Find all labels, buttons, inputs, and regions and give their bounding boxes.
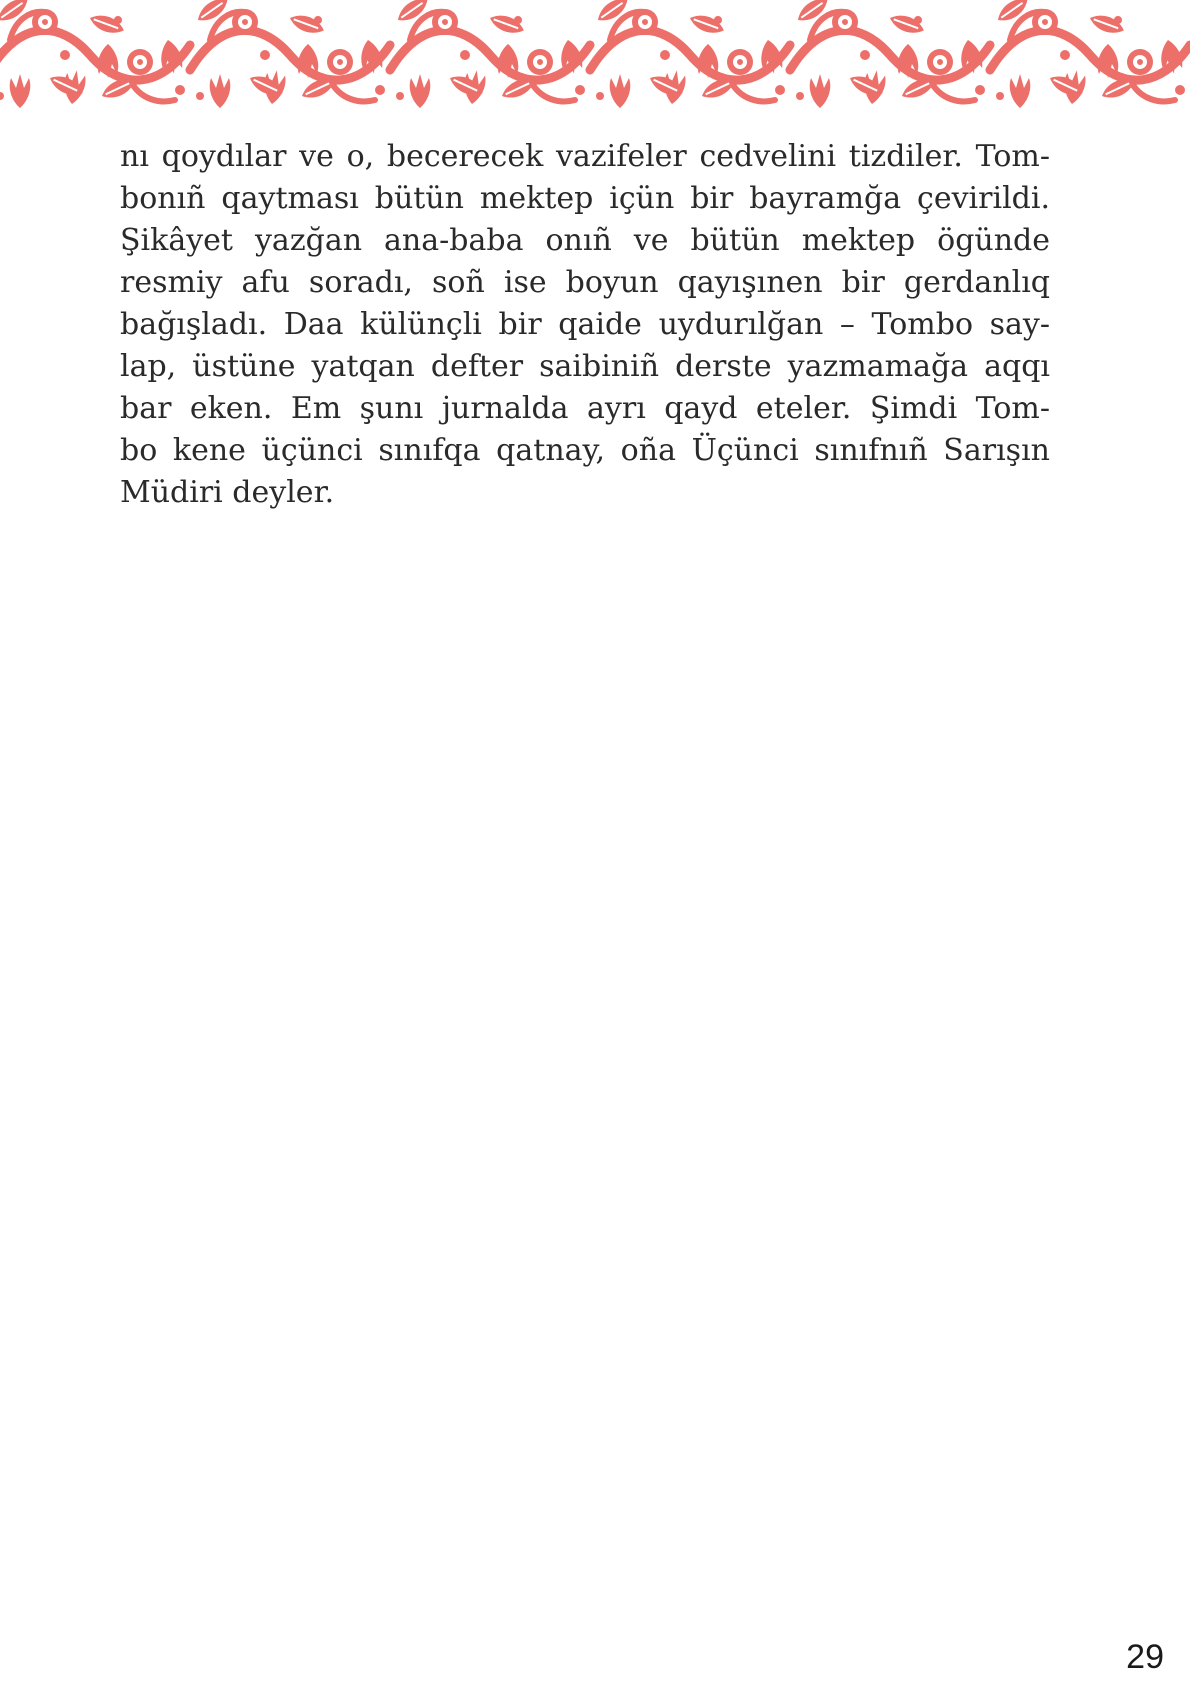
text-line: lap, üstüne yatqan defter saibiniñ derste yazmamağa aqqı: [120, 349, 1050, 384]
text-line: bo kene üçünci sınıfqa qatnay, oña Üçünci sınıfnıñ Sarışın: [120, 433, 1050, 468]
floral-vine-border-icon: [0, 0, 1190, 112]
text-line: bar eken. Em şunı jurnalda ayrı qayd eteler. Şimdi Tom-: [120, 391, 1050, 426]
text-line: resmiy afu soradı, soñ ise boyun qayışınen bir gerdanlıq: [120, 265, 1050, 300]
text-line: Müdiri deyler.: [120, 475, 335, 510]
text-line: bonıñ qaytması bütün mektep içün bir bayramğa çevirildi.: [120, 181, 1050, 216]
text-line: nı qoydılar ve o, becerecek vazifeler cedvelini tizdiler. Tom-: [120, 139, 1050, 174]
page-number: 29: [1126, 1638, 1164, 1676]
body-paragraph: [120, 136, 1050, 514]
text-line: Şikâyet yazğan ana-baba onıñ ve bütün mektep ögünde: [120, 223, 1050, 258]
text-line: bağışladı. Daa külünçli bir qaide uydurılğan – Tombo say-: [120, 307, 1050, 342]
